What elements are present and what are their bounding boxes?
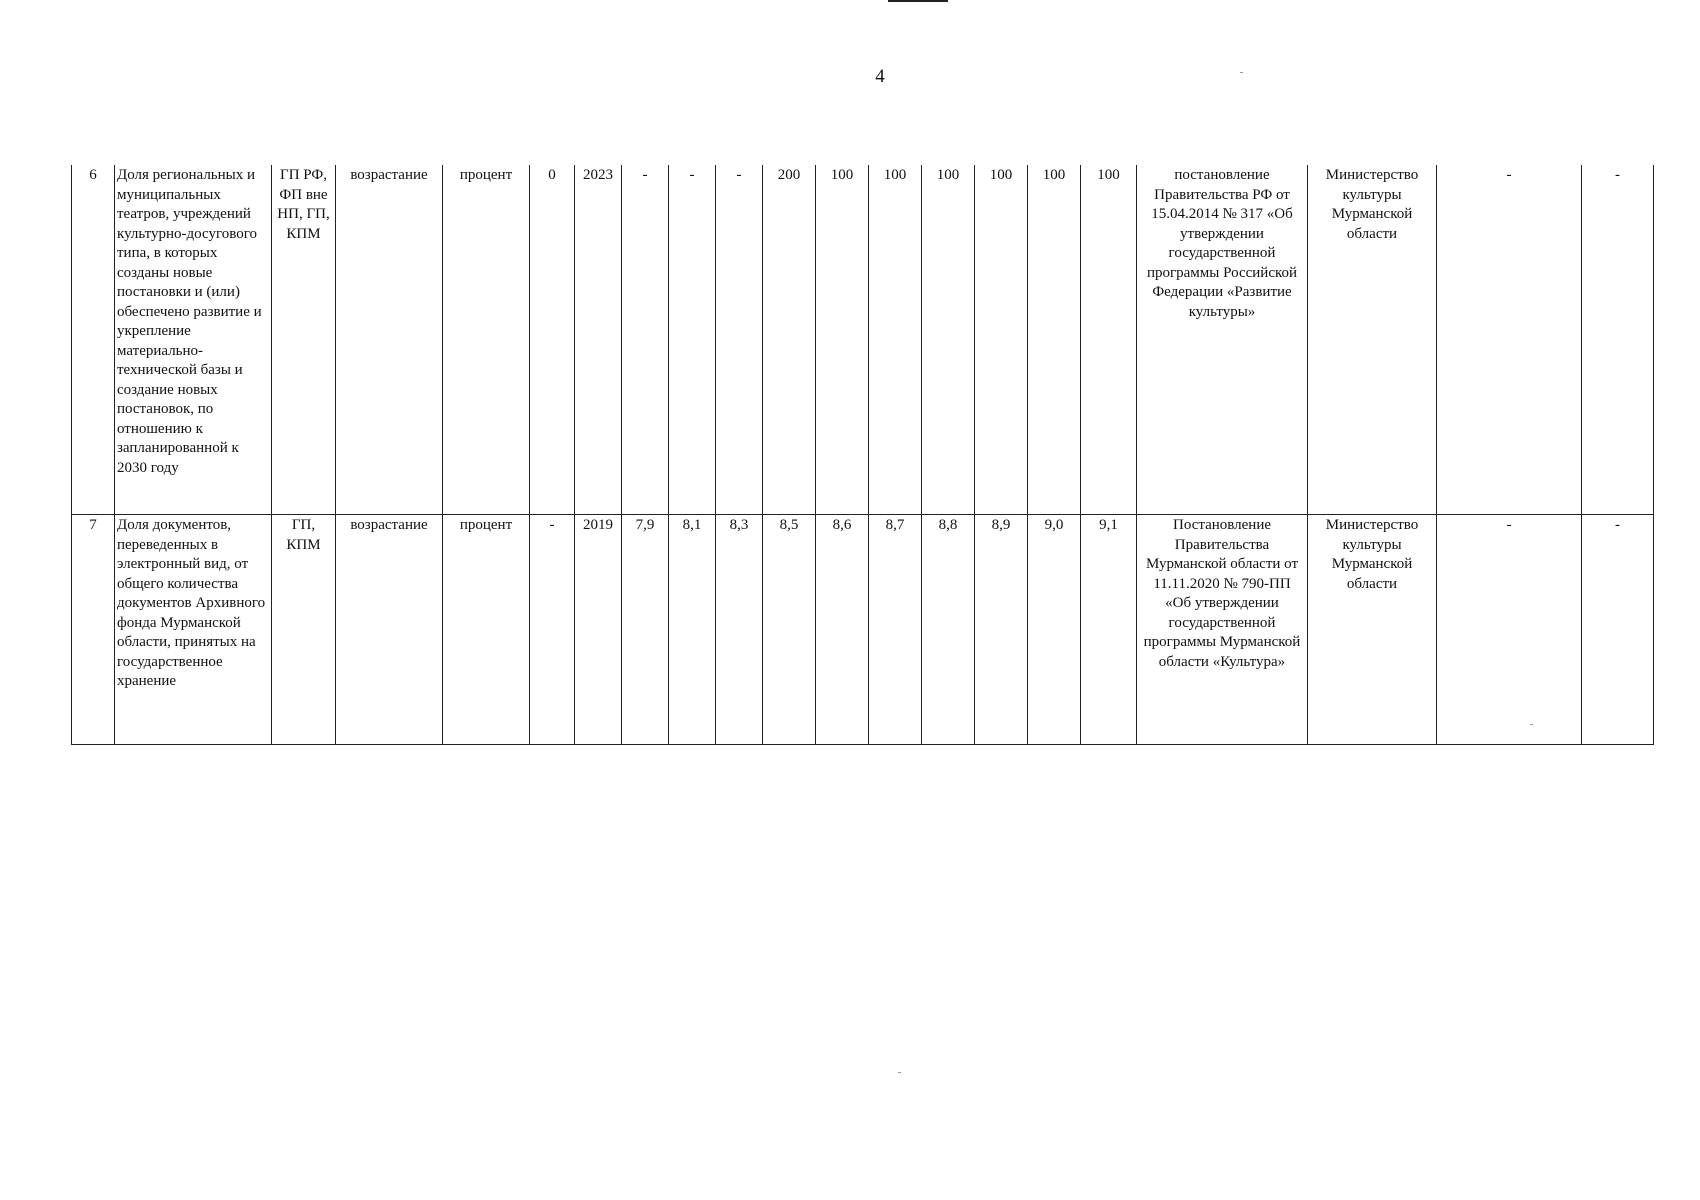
- year-value: 100: [869, 165, 922, 515]
- indicator-name: Доля документов, переведенных в электронный вид, от общего количества документов Архивного фонда Мурманской области, принятых на государственное хранение: [115, 515, 272, 745]
- year-value: -: [716, 165, 763, 515]
- page-number: 4: [875, 66, 885, 87]
- extra-column-2: -: [1582, 165, 1654, 515]
- table-row: [72, 165, 1654, 515]
- top-edge-mark: [888, 0, 948, 2]
- indicator-unit: процент: [443, 515, 530, 745]
- year-value: 8,1: [669, 515, 716, 745]
- responsible-body: Министерство культуры Мурманской области: [1308, 515, 1437, 745]
- year-value: 200: [763, 165, 816, 515]
- responsible-body: Министерство культуры Мурманской области: [1308, 165, 1437, 515]
- extra-column-1: -: [1437, 165, 1582, 515]
- indicators-table: [71, 165, 1654, 745]
- year-value: 9,0: [1028, 515, 1081, 745]
- scan-speck: [1530, 724, 1533, 725]
- scan-speck: [898, 1072, 901, 1073]
- base-value: -: [530, 515, 575, 745]
- year-value: 8,9: [975, 515, 1028, 745]
- extra-column-2: -: [1582, 515, 1654, 745]
- base-year: 2019: [575, 515, 622, 745]
- extra-column-1: -: [1437, 515, 1582, 745]
- year-value: -: [622, 165, 669, 515]
- year-value: 100: [922, 165, 975, 515]
- year-value: 100: [1081, 165, 1137, 515]
- year-value: 100: [975, 165, 1028, 515]
- year-value: 100: [816, 165, 869, 515]
- table-row: [72, 515, 1654, 745]
- regulatory-document: Постановление Правительства Мурманской области от 11.11.2020 № 790-ПП «Об утверждении государственной программы Мурманской области «Культура»: [1137, 515, 1308, 745]
- year-value: 8,8: [922, 515, 975, 745]
- row-number: 7: [72, 515, 115, 745]
- base-year: 2023: [575, 165, 622, 515]
- year-value: -: [669, 165, 716, 515]
- row-number: 6: [72, 165, 115, 515]
- regulatory-document: постановление Правительства РФ от 15.04.2014 № 317 «Об утверждении государственной программы Российской Федерации «Развитие культуры»: [1137, 165, 1308, 515]
- indicator-trend: возрастание: [336, 515, 443, 745]
- year-value: 7,9: [622, 515, 669, 745]
- indicator-level: ГП РФ, ФП вне НП, ГП, КПМ: [272, 165, 336, 515]
- year-value: 9,1: [1081, 515, 1137, 745]
- indicator-trend: возрастание: [336, 165, 443, 515]
- indicator-unit: процент: [443, 165, 530, 515]
- base-value: 0: [530, 165, 575, 515]
- year-value: 8,7: [869, 515, 922, 745]
- indicator-name: Доля региональных и муниципальных театров, учреждений культурно-досугового типа, в которых созданы новые постановки и (или) обеспечено развитие и укрепление материально-технической базы и создание новых постановок, по отношению к запланированной к 2030 году: [115, 165, 272, 515]
- year-value: 8,3: [716, 515, 763, 745]
- year-value: 100: [1028, 165, 1081, 515]
- year-value: 8,5: [763, 515, 816, 745]
- year-value: 8,6: [816, 515, 869, 745]
- indicator-level: ГП, КПМ: [272, 515, 336, 745]
- scan-speck: [1240, 72, 1243, 73]
